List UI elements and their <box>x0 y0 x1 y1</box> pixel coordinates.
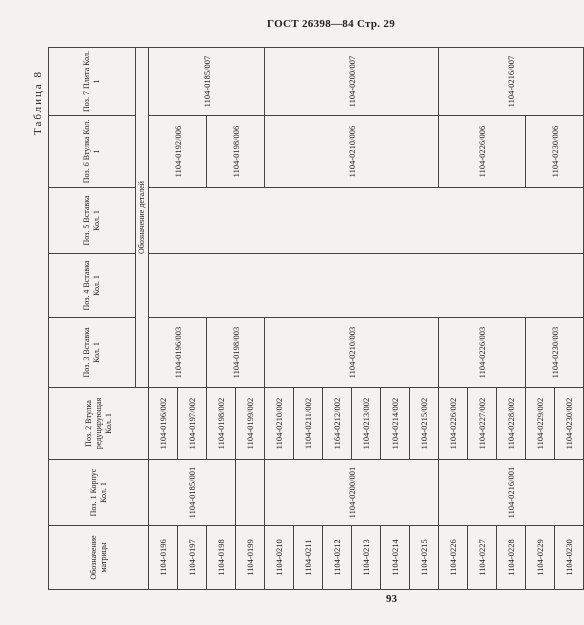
table-caption: Таблица 8 <box>32 69 44 135</box>
pos3-cell: 1104-0230/003 <box>526 318 584 388</box>
pos3-cell: 1104-0226/003 <box>439 318 526 388</box>
pos2-cell: 1104-0229/002 <box>526 388 555 460</box>
pos6-cell: 1104-0230/006 <box>526 116 584 188</box>
pos2-cell: 1104-0196/002 <box>149 388 178 460</box>
pos2-cell: 1104-0215/002 <box>410 388 439 460</box>
details-subheader: Обозначение деталей <box>136 48 149 388</box>
pos2-cell: 1104-0198/002 <box>207 388 236 460</box>
pos4-cell <box>149 254 584 318</box>
matrix-cell: 1104-0229 <box>526 526 555 590</box>
pos2-cell: 1164-0212/002 <box>323 388 352 460</box>
matrix-cell: 1104-0230 <box>555 526 584 590</box>
matrix-cell: 1104-0211 <box>294 526 323 590</box>
col-header-pos2: Поз. 2 Втулка редуцирующая Кол. 1 <box>49 388 149 460</box>
pos3-cell: 1104-0196/003 <box>149 318 207 388</box>
pos3-cell: 1104-0210/003 <box>265 318 439 388</box>
col-header-pos6: Поз. 6 Втулка Кол. 1 <box>49 116 136 188</box>
matrix-cell: 1104-0214 <box>381 526 410 590</box>
matrix-cell: 1104-0215 <box>410 526 439 590</box>
pos2-cell: 1104-0199/002 <box>236 388 265 460</box>
matrix-cell: 1104-0227 <box>468 526 497 590</box>
col-header-pos5: Поз. 5 Вставка Кол. 1 <box>49 188 136 254</box>
matrix-cell: 1104-0198 <box>207 526 236 590</box>
pos2-cell: 1104-0226/002 <box>439 388 468 460</box>
matrix-cell: 1104-0210 <box>265 526 294 590</box>
pos7-cell: 1104-0216/007 <box>439 48 584 116</box>
pos1-cell: 1104-0200/001 <box>265 460 439 526</box>
pos3-cell: 1104-0198/003 <box>207 318 265 388</box>
pos7-cell: 1104-0185/007 <box>149 48 265 116</box>
page-header: ГОСТ 26398—84 Стр. 29 <box>267 18 395 30</box>
matrix-cell: 1104-0196 <box>149 526 178 590</box>
col-header-matrix: Обозначение матрицы <box>49 526 149 590</box>
pos2-cell: 1104-0228/002 <box>497 388 526 460</box>
pos6-cell: 1104-0192/006 <box>149 116 207 188</box>
matrix-cell: 1104-0197 <box>178 526 207 590</box>
parts-table <box>48 47 584 590</box>
pos1-cell: 1104-0216/001 <box>439 460 584 526</box>
pos2-cell: 1104-0214/002 <box>381 388 410 460</box>
matrix-cell: 1104-0226 <box>439 526 468 590</box>
col-header-pos4: Поз. 4 Вставка Кол. 1 <box>49 254 136 318</box>
matrix-cell: 1104-0213 <box>352 526 381 590</box>
pos7-cell: 1104-0200/007 <box>265 48 439 116</box>
pos2-cell: 1104-0230/002 <box>555 388 584 460</box>
table-area <box>30 48 574 590</box>
pos2-cell: 1104-0197/002 <box>178 388 207 460</box>
pos2-cell: 1104-0227/002 <box>468 388 497 460</box>
pos2-cell: 1104-0210/002 <box>265 388 294 460</box>
pos6-cell: 1104-0210/006 <box>265 116 439 188</box>
rotated-table-container <box>30 48 574 590</box>
matrix-cell: 1104-0228 <box>497 526 526 590</box>
pos6-cell: 1104-0198/006 <box>207 116 265 188</box>
page-number: 93 <box>386 593 397 605</box>
pos1-cell-empty <box>236 460 265 526</box>
pos2-cell: 1104-0211/002 <box>294 388 323 460</box>
col-header-pos7: Поз. 7 Плита Кол. 1 <box>49 48 136 116</box>
pos6-cell: 1104-0226/006 <box>439 116 526 188</box>
col-header-pos1: Поз. 1 Корпус Кол. 1 <box>49 460 149 526</box>
matrix-cell: 1104-0199 <box>236 526 265 590</box>
pos1-cell: 1104-0185/001 <box>149 460 236 526</box>
pos5-cell <box>149 188 584 254</box>
matrix-cell: 1104-0212 <box>323 526 352 590</box>
pos2-cell: 1104-0213/002 <box>352 388 381 460</box>
col-header-pos3: Поз. 3 Вставка Кол. 1 <box>49 318 136 388</box>
